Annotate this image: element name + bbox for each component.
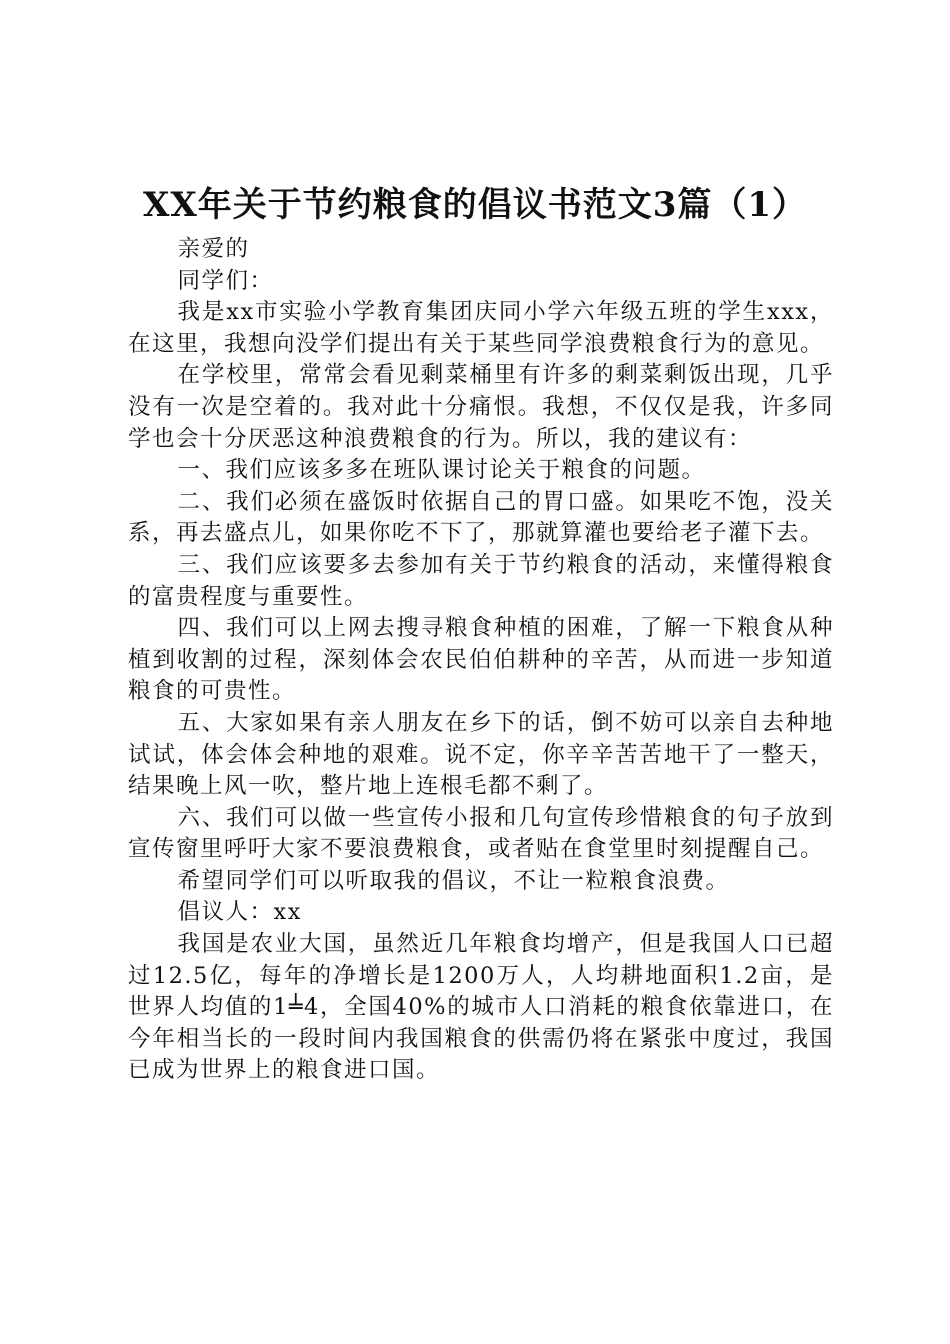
signature-line: 倡议人：xx	[177, 899, 302, 926]
suggestion-1: 一、我们应该多多在班队课讨论关于粮食的问题。	[177, 457, 706, 484]
paragraph-closing: 希望同学们可以听取我的倡议，不让一粒粮食浪费。	[177, 867, 730, 894]
suggestion-4: 四、我们可以上网去搜寻粮食种植的困难，了解一下粮食从种植到收割的过程，深刻体会农民伯伯耕种的辛苦，从而进一步知道粮食的可贵性。	[128, 615, 834, 705]
paragraph-national-context: 我国是农业大国，虽然近几年粮食均增产，但是我国人口已超过12.5亿，每年的净增长是1200万人，人均耕地面积1.2亩，是世界人均值的1╧4，全国40%的城市人口消耗的粮食依靠进口，在今年相当长的一段时间内我国粮食的供需仍将在紧张中度过，我国已成为世界上的粮食进口国。	[128, 931, 834, 1084]
paragraph-introduction: 我是xx市实验小学教育集团庆同小学六年级五班的学生xxx，在这里，我想向没学们提出有关于某些同学浪费粮食行为的意见。	[128, 299, 834, 357]
suggestion-2: 二、我们必须在盛饭时依据自己的胃口盛。如果吃不饱，没关系，再去盛点儿，如果你吃不下了，那就算灌也要给老子灌下去。	[128, 488, 834, 547]
document-title: XX年关于节约粮食的倡议书范文3篇（1）	[142, 185, 808, 225]
paragraph-situation: 在学校里，常常会看见剩菜桶里有许多的剩菜剩饭出现，几乎没有一次是空着的。我对此十分痛恨。我想，不仅仅是我，许多同学也会十分厌恶这种浪费粮食的行为。所以，我的建议有：	[128, 362, 834, 452]
suggestion-3: 三、我们应该要多去参加有关于节约粮食的活动，来懂得粮食的富贵程度与重要性。	[128, 551, 834, 610]
document-body	[128, 234, 834, 1087]
salutation-line-1: 亲爱的	[177, 236, 250, 262]
suggestion-5: 五、大家如果有亲人朋友在乡下的话，倒不妨可以亲自去种地试试，体会体会种地的艰难。说不定，你辛辛苦苦地干了一整天，结果晚上风一吹，整片地上连根毛都不剩了。	[128, 709, 834, 800]
suggestion-6: 六、我们可以做一些宣传小报和几句宣传珍惜粮食的句子放到宣传窗里呼吁大家不要浪费粮食，或者贴在食堂里时刻提醒自己。	[128, 804, 834, 863]
salutation-line-2: 同学们：	[177, 267, 274, 294]
